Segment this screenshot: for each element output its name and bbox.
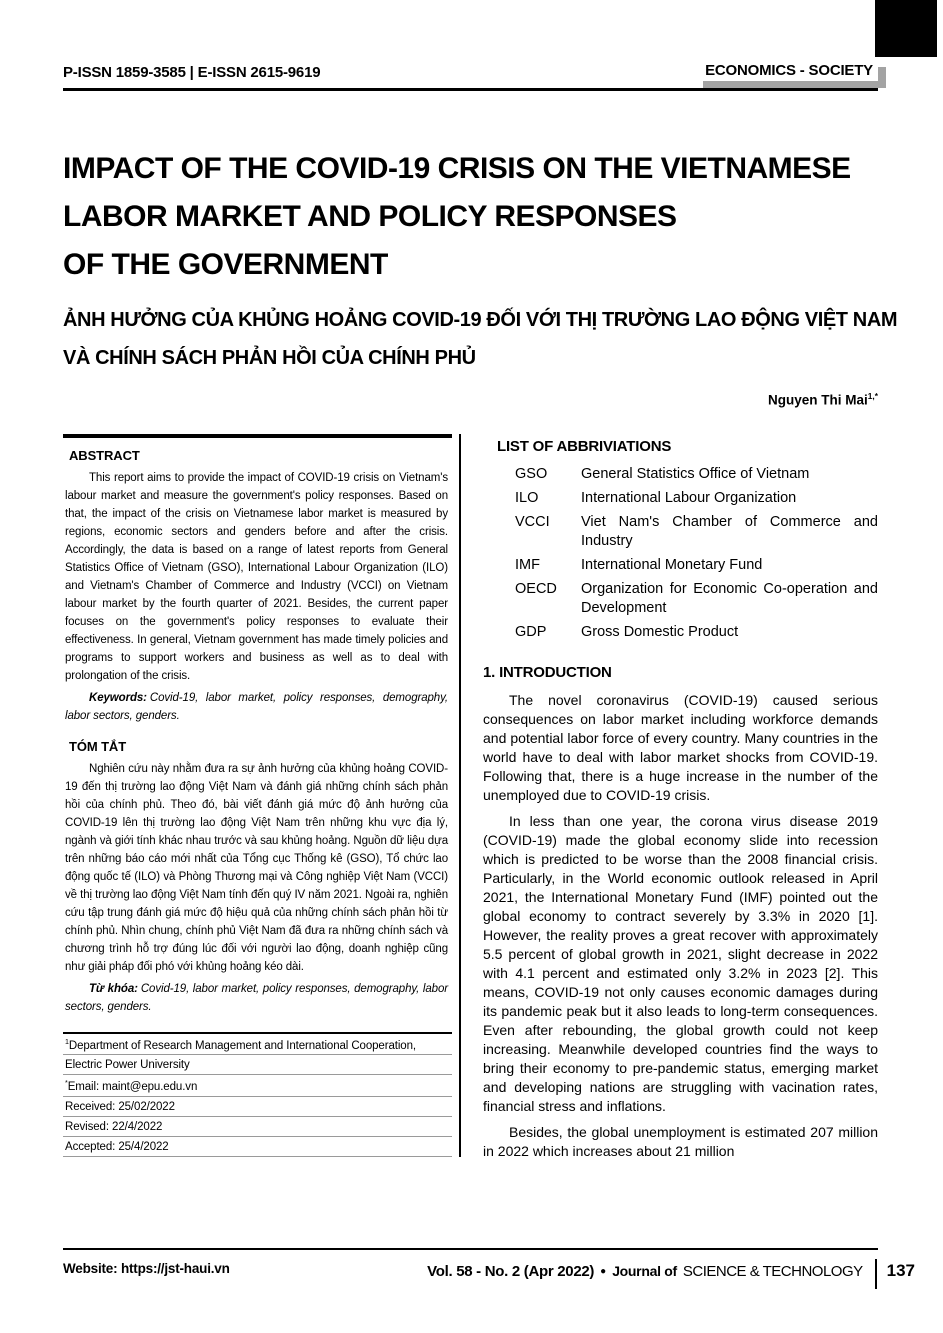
bullet-separator: ●: [600, 1266, 607, 1277]
affiliation-text-1: Department of Research Management and International Cooperation,: [68, 1039, 416, 1052]
paper-page: [63, 0, 898, 1168]
abstract-heading: ABSTRACT: [69, 447, 140, 463]
abbreviation-definition: International Labour Organization: [581, 489, 797, 506]
page-number: 137: [875, 1259, 915, 1289]
section-tag: [695, 60, 878, 81]
issn-text: P-ISSN 1859-3585 | E-ISSN 2615-9619: [63, 64, 321, 81]
abbreviation-key: VCCI: [515, 513, 550, 530]
intro-paragraph-2: In less than one year, the corona virus disease 2019 (COVID-19) made the global economy slide into recession which is predicted to be worse than the 2008 financial crisis. Particularly, in the World economic outlook released in April 2021, the International Monetary Fund (IMF) pointed out the global economy to contract severely by 3.3% in 2020 [1]. However, the reality proves a great recover with approximately 5.5 percent of global growth in 2021, slight decrease in 2022 with 4.1 percent and estimated only 3.2% in 2023 [2]. This means, COVID-19 not only causes economic damages during its pandemic peak but it also leads to long-term consequences. Even after rebounding, the global growth could not keep increasing. Meanwhile developed countries find the ways to bring their economy to pre-pandemic status, emerging market and developing nations are struggling with vacination rates, financial stress and inflations.: [483, 812, 878, 1114]
journal-name: SCIENCE & TECHNOLOGY: [682, 1263, 863, 1280]
tukhoa-text: Covid-19, labor market, policy responses, demography, labor sectors, genders.: [65, 982, 448, 1013]
author-name: Nguyen Thi Mai: [768, 392, 868, 408]
tomtat-heading: TÓM TẮT: [69, 738, 127, 754]
abbreviation-definition: International Monetary Fund: [581, 556, 763, 573]
title-line-2: LABOR MARKET AND POLICY RESPONSES: [63, 200, 677, 233]
two-column-body: [63, 434, 878, 1168]
title-vi-line-1: ẢNH HƯỞNG CỦA KHỦNG HOẢNG COVID-19 ĐỐI VỚI THỊ TRƯỜNG LAO ĐỘNG VIỆT NAM: [63, 309, 898, 331]
footnotes-block: [63, 1032, 452, 1158]
revised-date: Revised: 22/4/2022: [63, 1117, 452, 1137]
tomtat-body: Nghiên cứu này nhằm đưa ra sự ảnh hưởng của khủng hoảng COVID-19 đến thị trường lao động Việt Nam và đánh giá những chính sách phản hồi của chính phủ. Theo đó, bài viết đánh giá mức độ ảnh hưởng của COVID-19 lên thị trường lao động Việt Nam trên những khu vực địa lý, ngành và giới tính khác nhau trước và sau khủng hoảng. Nguồn dữ liệu dựa trên những báo cáo mới nhất của Tổng cục Thống kê (GSO), Tổ chức lao động quốc tế (ILO) và Phòng Thương mại và Công nghiệp Việt Nam (VCCI) về thị trường lao động Việt Nam tính đến quý IV năm 2021. Ngoài ra, nghiên cứu tập trung đánh giá mức độ hiệu quả của những chính sách phản hồi từ chính phủ. Nhìn chung, chính phủ Việt Nam đã đưa ra những chính sách và chương trình hỗ trợ đúng lúc đối với người lao động, doanh nghiệp cũng như giải pháp đối phó với khủng hoảng kéo dài.: [65, 762, 448, 973]
abbreviation-row-ilo: [483, 489, 878, 508]
intro-paragraph-1: The novel coronavirus (COVID-19) caused serious consequences on labor market including workforce demands and potential labor force of every country. Many countries in the world have to deal with labor market shocks from COVID-19. Following that, there is a huge increase in the number of the unemployed due to COVID-19 crisis.: [483, 691, 878, 803]
author-byline: [63, 391, 878, 408]
affiliation-line-1: [63, 1034, 452, 1056]
footer-content: [63, 1250, 915, 1289]
abbreviation-row-gdp: [483, 623, 878, 642]
footer-journal-info: [427, 1258, 915, 1289]
abbreviation-row-oecd: [483, 580, 878, 618]
email-text: Email: maint@epu.edu.vn: [67, 1081, 198, 1094]
introduction-heading: 1. INTRODUCTION: [483, 663, 612, 681]
intro-paragraph-3: Besides, the global unemployment is estimated 207 million in 2022 which increases about 21 million: [483, 1123, 878, 1159]
abbreviation-key: OECD: [515, 580, 557, 597]
abbreviation-row-vcci: [483, 513, 878, 551]
abbreviation-definition: Organization for Economic Co-operation and Development: [581, 580, 878, 616]
keywords-paragraph: [65, 689, 448, 725]
abbreviation-row-gso: [483, 465, 878, 484]
abbreviation-key: GSO: [515, 465, 548, 482]
page-header: [63, 0, 878, 91]
abbreviation-key: GDP: [515, 623, 547, 640]
tukhoa-label: Từ khóa:: [89, 982, 138, 995]
abbreviations-list: [483, 465, 878, 642]
website-link[interactable]: Website: https://jst-haui.vn: [63, 1261, 230, 1276]
keywords-label: Keywords:: [89, 691, 147, 704]
keywords-text: Covid-19, labor market, policy responses, demography, labor sectors, genders.: [65, 691, 448, 722]
abstract-box: [63, 434, 452, 1016]
section-tag-label: ECONOMICS - SOCIETY: [695, 60, 878, 81]
abstract-body: This report aims to provide the impact of COVID-19 crisis on Vietnam's labour market and measure the government's policy responses. Based on that, the impact of the crisis on Vietnamese labor market is measured by regions, economic sectors and genders before and after the crisis. Accordingly, the data is based on a range of latest reports from General Statistics Office of Vietnam (GSO), International Labour Organization (ILO) and Vietnam's Chamber of Commerce and Industry (VCCI) on Vietnam labour market by the fourth quarter of 2021. Besides, the current paper focuses on the government's policy responses to evaluate their effectiveness. In general, Vietnam government has made timely policies and programs to support workers and business as well as to deal with prolongation of the crisis.: [65, 471, 448, 682]
abbreviations-heading: LIST OF ABBRIVIATIONS: [497, 437, 672, 455]
article-title-vietnamese: [63, 301, 898, 377]
abbreviation-key: ILO: [515, 489, 539, 506]
journal-prefix: Journal of: [612, 1263, 677, 1279]
corner-decoration: [875, 0, 937, 57]
accepted-date: Accepted: 25/4/2022: [63, 1137, 452, 1157]
title-line-1: IMPACT OF THE COVID-19 CRISIS ON THE VIETNAMESE: [63, 152, 851, 185]
page-footer: [63, 1248, 915, 1333]
author-affiliation-marker: 1,*: [867, 391, 878, 401]
title-line-3: OF THE GOVERNMENT: [63, 248, 388, 281]
article-title: [63, 145, 878, 289]
affiliation-line-2: Electric Power University: [63, 1055, 452, 1075]
received-date: Received: 25/02/2022: [63, 1097, 452, 1117]
email-marker: *: [65, 1079, 68, 1088]
title-vi-line-2: VÀ CHÍNH SÁCH PHẢN HỒI CỦA CHÍNH PHỦ: [63, 347, 476, 369]
right-column: [483, 434, 878, 1168]
volume-issue-info: Vol. 58 - No. 2 (Apr 2022): [427, 1263, 595, 1280]
abbreviation-definition: Viet Nam's Chamber of Commerce and Industry: [581, 513, 878, 549]
abbreviation-key: IMF: [515, 556, 540, 573]
abbreviation-definition: Gross Domestic Product: [581, 623, 739, 640]
abbreviation-definition: General Statistics Office of Vietnam: [581, 465, 810, 482]
abbreviation-row-imf: [483, 556, 878, 575]
corresponding-email[interactable]: [63, 1075, 452, 1097]
left-column: [63, 434, 461, 1158]
tukhoa-paragraph: [65, 980, 448, 1016]
affiliation-marker: 1: [65, 1037, 69, 1046]
